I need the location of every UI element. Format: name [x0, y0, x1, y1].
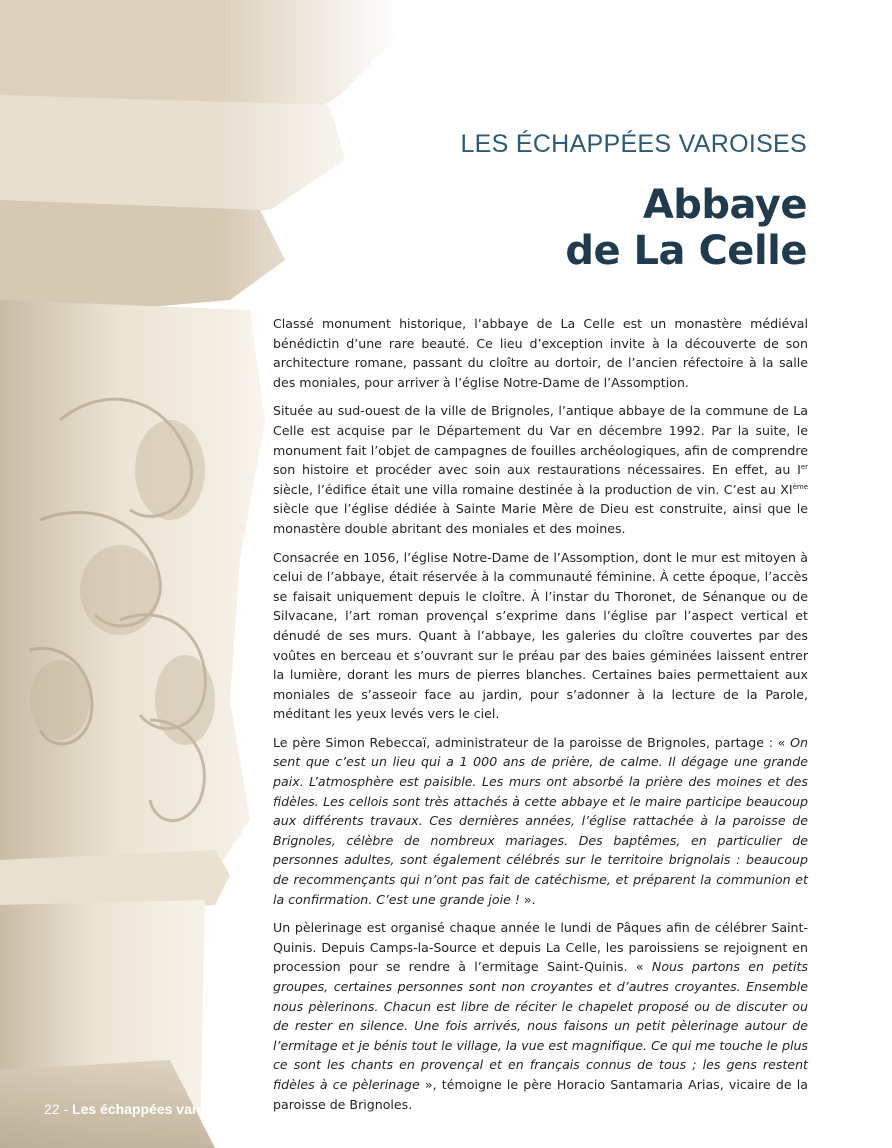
paragraph-3: Consacrée en 1056, l’église Notre-Dame de l’Assomption, dont le mur est mitoyen à celui de l’abbaye, était réservée à la communauté féminine. À cette époque, l’accès se faisait uniquement depuis le cloître. À l’instar du Thoronet, de Sénanque ou de Silvacane, l’art roman provençal s’exprime dans l’église par l’aspect vertical et dénudé de ses murs. Quant à l’abbaye, les galeries du cloître couvertes par des voûtes en berceau et s’ouvrant sur le préau par des baies géminées laissent entrer la lumière, dorant les murs de pierres blanches. Certaines baies permettaient aux moniales de s’asseoir face au jardin, pour s’adonner à la lecture de la Parole, méditant les yeux levés vers le ciel. — [273, 549, 808, 722]
page-footer — [44, 1101, 233, 1117]
paragraph-4 — [273, 733, 808, 909]
paragraph-2-part-b: siècle, l’édifice était une villa romaine destinée à la production de vin. C’est au XI — [273, 481, 793, 497]
paragraph-2-part-a: Située au sud-ouest de la ville de Brignoles, l’antique abbaye de la commune de La Celle est acquise par le Département du Var en décembre 1992. Par la suite, le monument fait l’objet de campagnes de fouilles archéologiques, afin de comprendre son histoire et procéder avec soin aux restaurations nécessaires. En effet, au I — [273, 403, 808, 478]
title-line-2: de La Celle — [565, 228, 807, 274]
quote-arias: Nous partons en petits groupes, certaines personnes sont non croyantes et d’autres croyantes. Ensemble nous pèlerinons. Chacun est libre de réciter le chapelet proposé ou de discuter ou de rester en silence. Une fois arrivés, nous faisons un petit pèlerinage autour de l’ermitage et je bénis tout le village, la vue est magnifique. Ce qui me touche le plus ce sont les chants en provençal et en français connus de tous ; les gens restent fidèles à ce pèlerinage — [273, 959, 808, 1092]
paragraph-5-end: », témoigne le père Horacio Santamaria Arias, vicaire de la paroisse de Brignoles. — [273, 1076, 808, 1112]
footer-section: Les échappées varoises — [72, 1101, 234, 1117]
paragraph-1: Classé monument historique, l’abbaye de La Celle est un monastère médiéval bénédictin d’une rare beauté. Ce lieu d’exception invite à la découverte de son architecture romane, passant du cloître au dortoir, de l’ancien réfectoire à la salle des moniales, pour arriver à l’église Notre-Dame de l’Assomption. — [273, 316, 808, 390]
ordinal-er: er — [800, 463, 808, 472]
paragraph-2 — [273, 401, 808, 538]
paragraph-4-intro: Le père Simon Rebeccaï, administrateur de la paroisse de Brignoles, partage : « — [273, 734, 791, 750]
quote-rebeccai: On sent que c’est un lieu qui a 1 000 ans de prière, de calme. Il dégage une grande paix. L’atmosphère est paisible. Les murs ont absorbé la prière des moines et des fidèles. Les cellois sont très attachés à cette abbaye et le maire participe beaucoup aux différents travaux. Ces dernières années, l’église rattachée à la paroisse de Brignoles, célèbre de nombreux mariages. Des baptêmes, en particulier de personnes adultes, sont également célébrés sur le territoire brignolais : beaucoup de recommençants qui n’ont pas fait de catéchisme, et préparent la communion et la confirmation. C’est une grande joie ! — [273, 734, 808, 907]
paragraph-2-part-c: siècle que l’église dédiée à Sainte Marie Mère de Dieu est construite, ainsi que le monastère double abritant des moniales et des moines. — [273, 501, 808, 536]
page-number: 22 - — [44, 1101, 73, 1117]
page-title — [565, 182, 807, 274]
paragraph-5-intro: Un pèlerinage est organisé chaque année le lundi de Pâques afin de célébrer Saint-Quinis. Depuis Camps-la-Source et depuis La Celle, les paroissiens se rejoignent en procession pour se rendre à l’ermitage Saint-Quinis. « — [273, 920, 808, 975]
article-body — [273, 314, 808, 1123]
paragraph-5 — [273, 918, 808, 1114]
section-kicker: LES ÉCHAPPÉES VAROISES — [460, 130, 807, 158]
paragraph-4-end: ». — [519, 891, 536, 907]
ordinal-eme: ème — [792, 482, 808, 491]
title-line-1: Abbaye — [642, 182, 807, 228]
